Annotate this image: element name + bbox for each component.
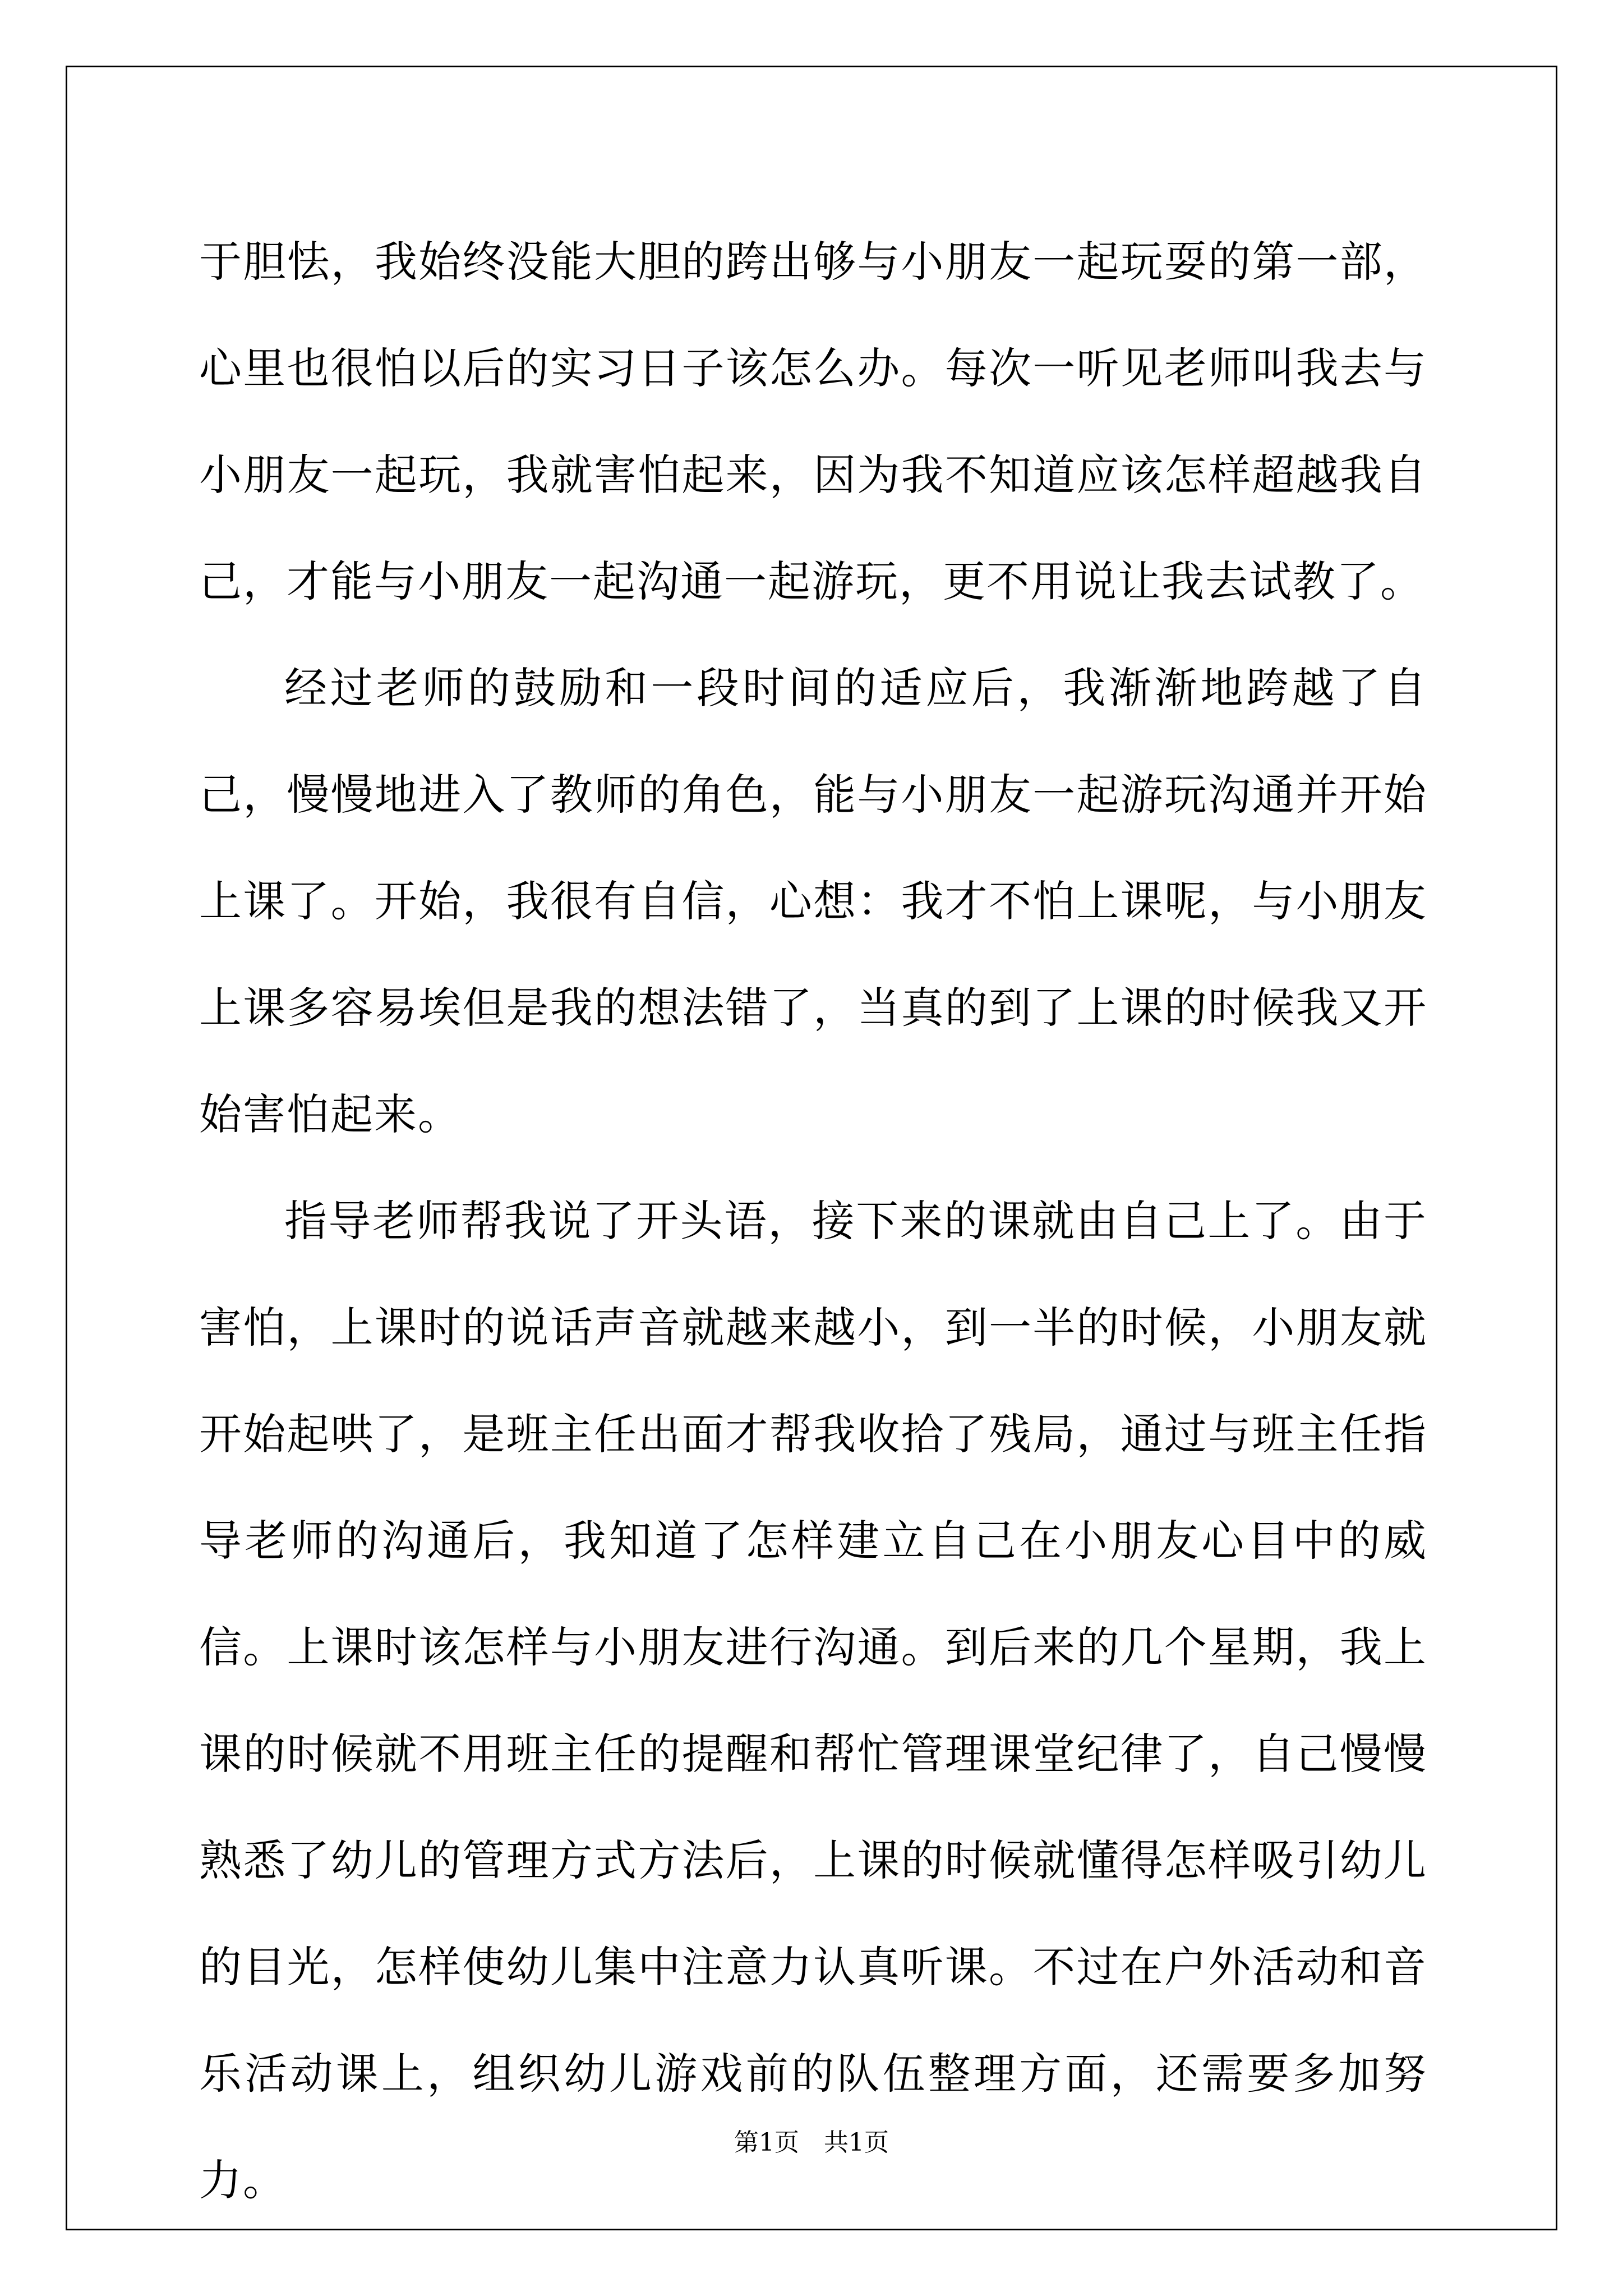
document-body [199,209,1427,2234]
paragraph-3: 指导老师帮我说了开头语，接下来的课就由自己上了。由于害怕，上课时的说话声音就越来越小，到一半的时候，小朋友就开始起哄了，是班主任出面才帮我收拾了残局，通过与班主任指导老师的沟通后，我知道了怎样建立自己在小朋友心目中的威信。上课时该怎样与小朋友进行沟通。到后来的几个星期，我上课的时候就不用班主任的提醒和帮忙管理课堂纪律了，自己慢慢熟悉了幼儿的管理方式方法后，上课的时候就懂得怎样吸引幼儿的目光，怎样使幼儿集中注意力认真听课。不过在户外活动和音乐活动课上，组织幼儿游戏前的队伍整理方面，还需要多加努力。 [199,1196,1427,2205]
paragraph-1: 于胆怯，我始终没能大胆的跨出够与小朋友一起玩耍的第一部，心里也很怕以后的实习日子该怎么办。每次一听见老师叫我去与小朋友一起玩，我就害怕起来，因为我不知道应该怎样超越我自己，才能与小朋友一起沟通一起游玩，更不用说让我去试教了。 [199,237,1427,606]
paragraph-2: 经过老师的鼓励和一段时间的适应后，我渐渐地跨越了自己，慢慢地进入了教师的角色，能与小朋友一起游玩沟通并开始上课了。开始，我很有自信，心想：我才不怕上课呢，与小朋友上课多容易埃但是我的想法错了，当真的到了上课的时候我又开始害怕起来。 [199,663,1427,1139]
page-number-total: 共1页 [824,2128,889,2157]
page-footer [0,2126,1623,2160]
page-number-current: 第1页 [734,2128,799,2157]
